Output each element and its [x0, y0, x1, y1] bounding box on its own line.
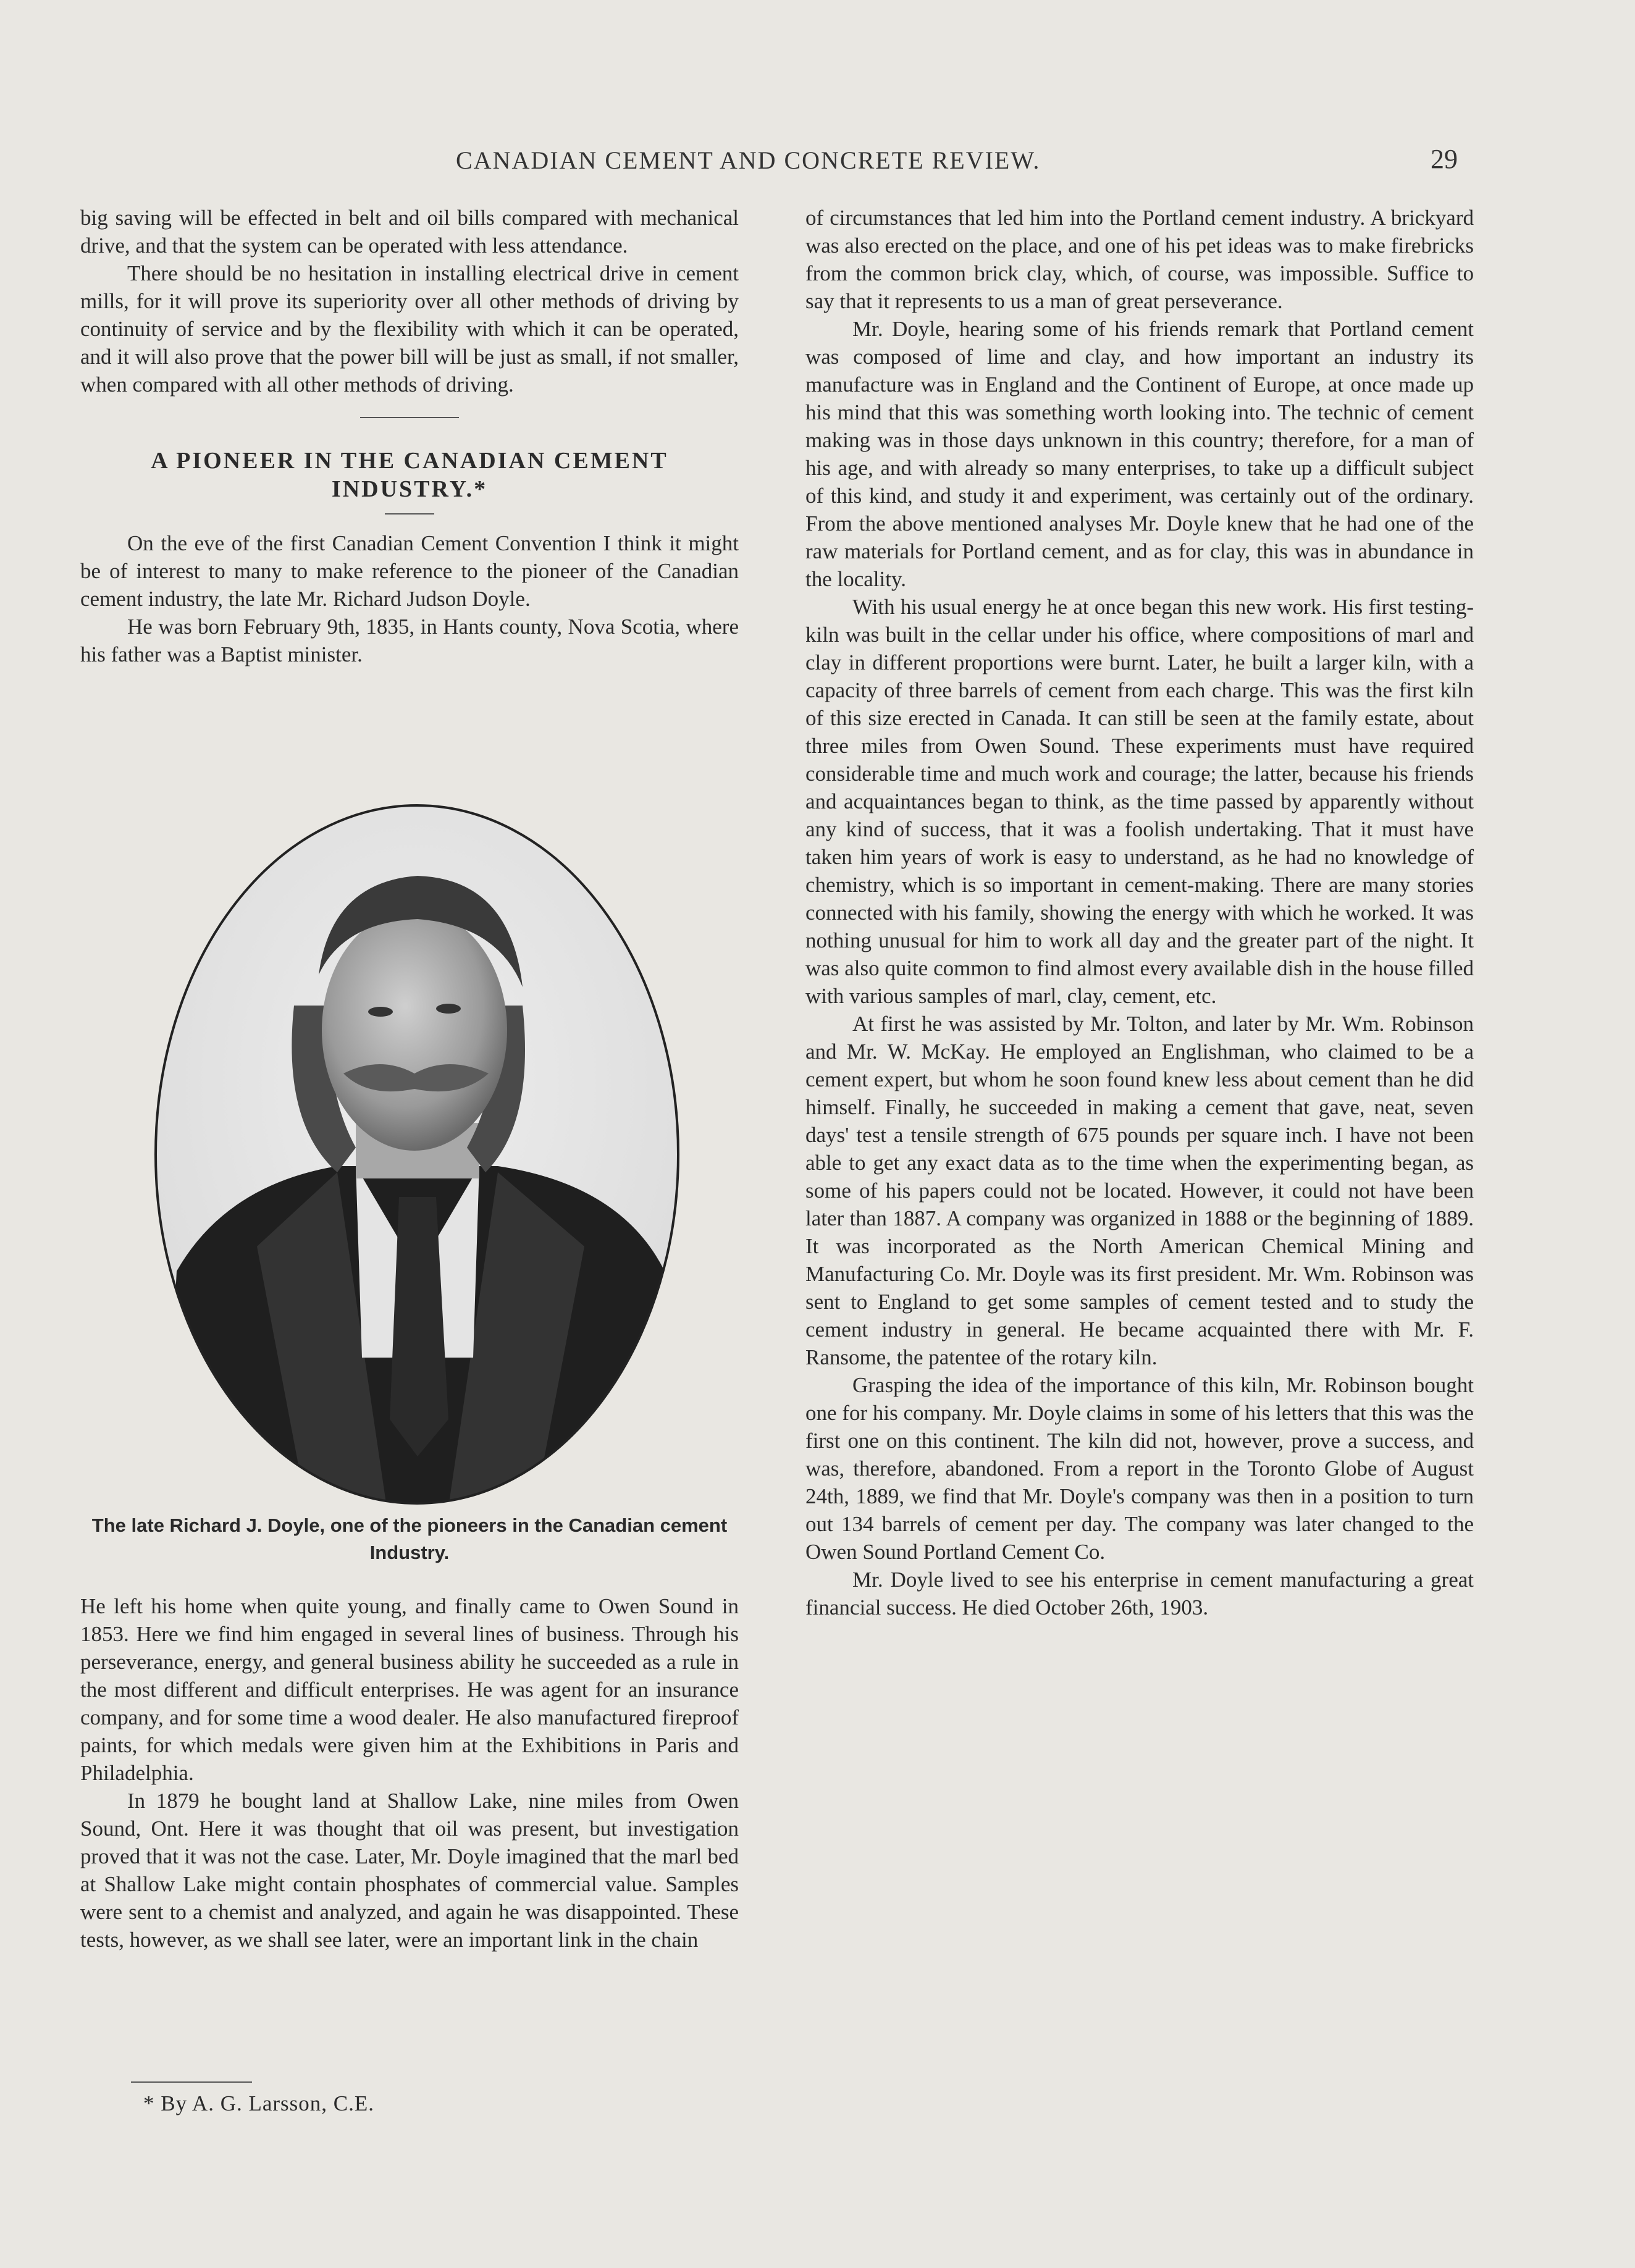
body-paragraph: Mr. Doyle, hearing some of his friends remark that Portland cement was composed of lime and clay, and how important an industry its manufacture was in England and the Continent of Europe, at once made up his mind that this was something worth looking into. The technic of cement making was in those days unknown in this country; therefore, for a man of his age, and with already so many enterprises, to take up a difficult subject of this kind, and study it and experiment, was certainly out of the ordinary. From the above mentioned analyses Mr. Doyle knew that he had one of the raw materials for Portland cement, and as for clay, this was in abundance in the locality. — [805, 317, 1474, 591]
body-paragraph: He left his home when quite young, and finally came to Owen Sound in 1853. Here we find him engaged in several lines of business. Through his perseverance, energy, and general business ability he succeeded as a rule in the most different and difficult enterprises. He was agent for an insurance company, and for some time a wood dealer. He also manufactured fireproof paints, for which medals were given him at the Exhibitions in Paris and Philadelphia. — [80, 1594, 739, 1785]
body-paragraph: In 1879 he bought land at Shallow Lake, nine miles from Owen Sound, Ont. Here it was thought that oil was present, but investigation proved that it was not the case. Later, Mr. Doyle imagined that the marl bed at Shallow Lake might contain phosphates of commercial value. Samples were sent to a chemist and analyzed, and again he was disappointed. These tests, however, as we shall see later, were an important link in the chain — [80, 1789, 739, 1952]
right-column — [805, 204, 1474, 1621]
footnote: * By A. G. Larsson, C.E. — [143, 2091, 374, 2115]
body-paragraph: At first he was assisted by Mr. Tolton, and later by Mr. Wm. Robinson and Mr. W. McKay. He employed an Englishman, who claimed to be a cement expert, but whom he soon found knew less about cement than he did himself. Finally, he succeeded in making a cement that gave, neat, seven days' test a tensile strength of 675 pounds per square inch. I have not been able to get any exact data as to the time when the experimenting began, as some of his papers could not be located. However, it could not have been later than 1887. A company was organized in 1888 or the beginning of 1889. It was incorporated as the North American Chemical Mining and Manufacturing Co. Mr. Doyle was its first president. Mr. Wm. Robinson was sent to England to get some samples of cement tested and to study the cement industry in general. He became acquainted there with Mr. F. Ransome, the patentee of the rotary kiln. — [805, 1012, 1474, 1369]
intro-paragraph: He was born February 9th, 1835, in Hants county, Nova Scotia, where his father was a Baptist minister. — [80, 615, 739, 666]
body-paragraph: Mr. Doyle lived to see his enterprise in cement manufacturing a great financial success. He died October 26th, 1903. — [805, 1568, 1474, 1619]
portrait-image — [152, 802, 682, 1507]
portrait-caption: The late Richard J. Doyle, one of the pioneers in the Canadian cement Industry. — [91, 1514, 728, 1563]
intro-paragraph: On the eve of the first Canadian Cement Convention I think it might be of interest to many to make reference to the pioneer of the Canadian cement industry, the late Mr. Richard Judson Doyle. — [80, 531, 739, 611]
page-number: 29 — [1431, 144, 1458, 174]
section-divider — [360, 417, 459, 418]
footnote-divider — [131, 2081, 252, 2083]
running-title: CANADIAN CEMENT AND CONCRETE REVIEW. — [456, 146, 1041, 174]
title-divider — [385, 513, 434, 514]
body-paragraph: of circumstances that led him into the Portland cement industry. A brickyard was also erected on the place, and one of his pet ideas was to make firebricks from the common brick clay, which, of course, was impossible. Suffice to say that it represents to us a man of great perseverance. — [805, 206, 1474, 313]
continuation-paragraph: There should be no hesitation in installing electrical drive in cement mills, for it will prove its superiority over all other methods of driving by continuity of service and by the flexibility with which it can be operated, and it will also prove that the power bill will be just as small, if not smaller, when compared with all other methods of driving. — [80, 261, 739, 397]
continuation-paragraph: big saving will be effected in belt and oil bills compared with mechanical drive, and that the system can be operated with less attendance. — [80, 206, 739, 258]
article-title: A PIONEER IN THE CANADIAN CEMENT INDUSTRY.* — [151, 448, 668, 502]
body-paragraph: With his usual energy he at once began this new work. His first testing-kiln was built in the cellar under his office, where compositions of marl and clay in different proportions were burnt. Later, he built a larger kiln, with a capacity of three barrels of cement from each charge. This was the first kiln of this size erected in Canada. It can still be seen at the family estate, about three miles from Owen Sound. These experiments must have required considerable time and much work and courage; the latter, because his friends and acquaintances began to think, as the time passed by apparently without any kind of success, that it was a foolish undertaking. That it must have taken him years of work is easy to understand, as he had no knowledge of chemistry, which is so important in cement-making. There are many stories connected with his family, showing the energy with which he worked. It was nothing unusual for him to work all day and the greater part of the night. It was also quite common to find almost every available dish in the house filled with various samples of marl, clay, cement, etc. — [805, 595, 1474, 1008]
left-column-top — [80, 204, 739, 668]
body-paragraph: Grasping the idea of the importance of this kiln, Mr. Robinson bought one for his company. Mr. Doyle claims in some of his letters that this was the first one on this continent. The kiln did not, however, prove a success, and was, therefore, abandoned. From a report in the Toronto Globe of August 24th, 1889, we find that Mr. Doyle's company was then in a position to turn out 134 barrels of cement per day. The company was later changed to the Owen Sound Portland Cement Co. — [805, 1373, 1474, 1564]
left-column-bottom — [80, 1592, 739, 1954]
